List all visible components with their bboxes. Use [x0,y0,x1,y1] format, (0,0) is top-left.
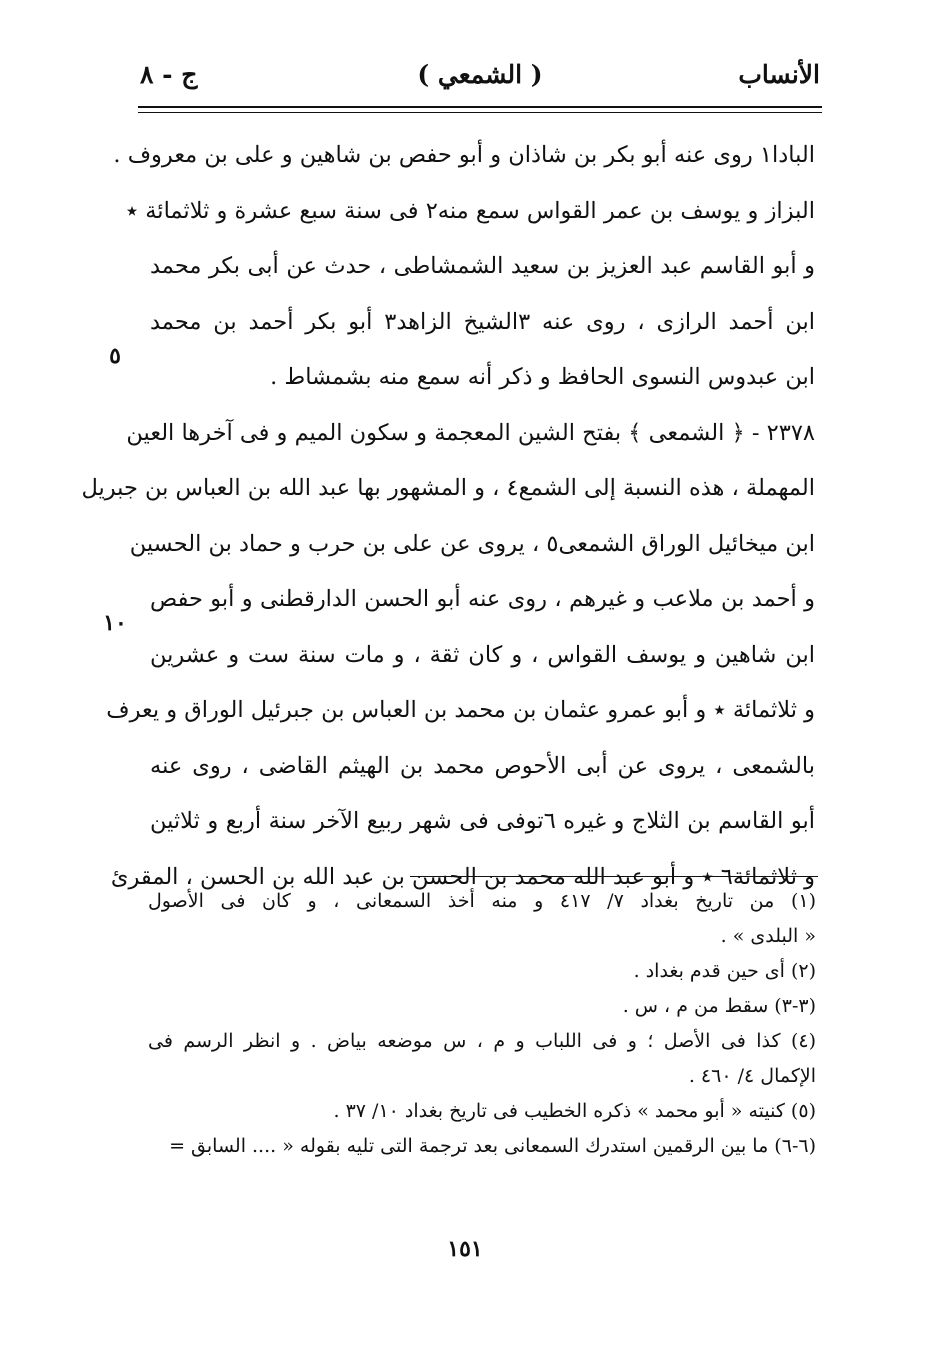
running-header [140,56,820,100]
margin-line-number-5: ٥ [109,343,121,369]
header-rule-thick [138,106,822,108]
text-line: ابن أحمد الرازى ، روى عنه ٣الشيخ الزاهد٣ أبو بكر أحمد بن محمد [150,308,816,335]
footnote-line: (٤) كذا فى الأصل ؛ و فى اللباب و م ، س موضعه بياض . و انظر الرسم فى [148,1030,816,1052]
footnote-line: (١) من تاريخ بغداد ٧/ ٤١٧ و منه أخذ السمعانى ، و كان فى الأصول [148,890,817,912]
text-line: و أبو القاسم عبد العزيز بن سعيد الشمشاطى ، حدث عن أبى بكر محمد [150,253,815,279]
header-rule-thin [138,112,822,113]
text-line: ٢٣٧٨ - ﴿ الشمعى ﴾ بفتح الشين المعجمة و سكون الميم و فى آخرها العين [126,419,815,446]
header-volume: ج - ٨ [140,60,198,89]
margin-line-number-10: ١٠ [103,610,127,636]
footnote-line: (٦-٦) ما بين الرقمين استدرك السمعانى بعد ترجمة التى تليه بقوله « .... السابق = [169,1135,816,1157]
footnote-line: (٢) أى حين قدم بغداد . [633,960,816,982]
footnote-separator [410,876,818,877]
footnotes [148,884,816,1164]
text-line: و أحمد بن ملاعب و غيرهم ، روى عنه أبو الحسن الدارقطنى و أبو حفص [150,586,815,612]
text-line: و ثلاثمائة٦ ٭ و أبو عبد الله محمد بن الحسن بن عبد الله بن الحسن ، المقرئ [110,863,815,890]
text-line: البادا١ روى عنه أبو بكر بن شاذان و أبو حفص بن شاهين و على بن معروف . [113,142,815,168]
footnote-line: الإكمال ٤/ ٤٦٠ . [688,1065,816,1087]
header-book-title: الأنساب [738,60,820,89]
text-line: البزاز و يوسف بن عمر القواس سمع منه٢ فى سنة سبع عشرة و ثلاثمائة ٭ [125,197,815,224]
footnote-line: (٣-٣) سقط من م ، س . [622,995,816,1017]
text-line: بالشمعى ، يروى عن أبى الأحوص محمد بن الهيثم القاضى ، روى عنه [150,752,815,779]
footnote-line: « البلدى » . [720,925,816,947]
text-line: ابن عبدوس النسوى الحافظ و ذكر أنه سمع منه بشمشاط . [270,364,815,390]
text-line: المهملة ، هذه النسبة إلى الشمع٤ ، و المشهور بها عبد الله بن العباس بن جبريل [81,475,815,501]
page-number: ١٥١ [447,1236,483,1262]
text-line: ابن شاهين و يوسف القواس ، و كان ثقة ، و مات سنة ست و عشرين [150,641,815,668]
footnote-line: (٥) كنيته « أبو محمد » ذكره الخطيب فى تاريخ بغداد ١٠/ ٣٧ . [333,1100,816,1122]
text-line: ابن ميخائيل الوراق الشمعى٥ ، يروى عن على بن حرب و حماد بن الحسين [129,530,815,557]
text-line: أبو القاسم بن الثلاج و غيره ٦توفى فى شهر ربيع الآخر سنة أربع و ثلاثين [150,808,815,834]
header-section-title: ( الشمعي ) [417,60,543,89]
text-line: و ثلاثمائة ٭ و أبو عمرو عثمان بن محمد بن العباس بن جبرئيل الوراق و يعرف [106,697,815,723]
